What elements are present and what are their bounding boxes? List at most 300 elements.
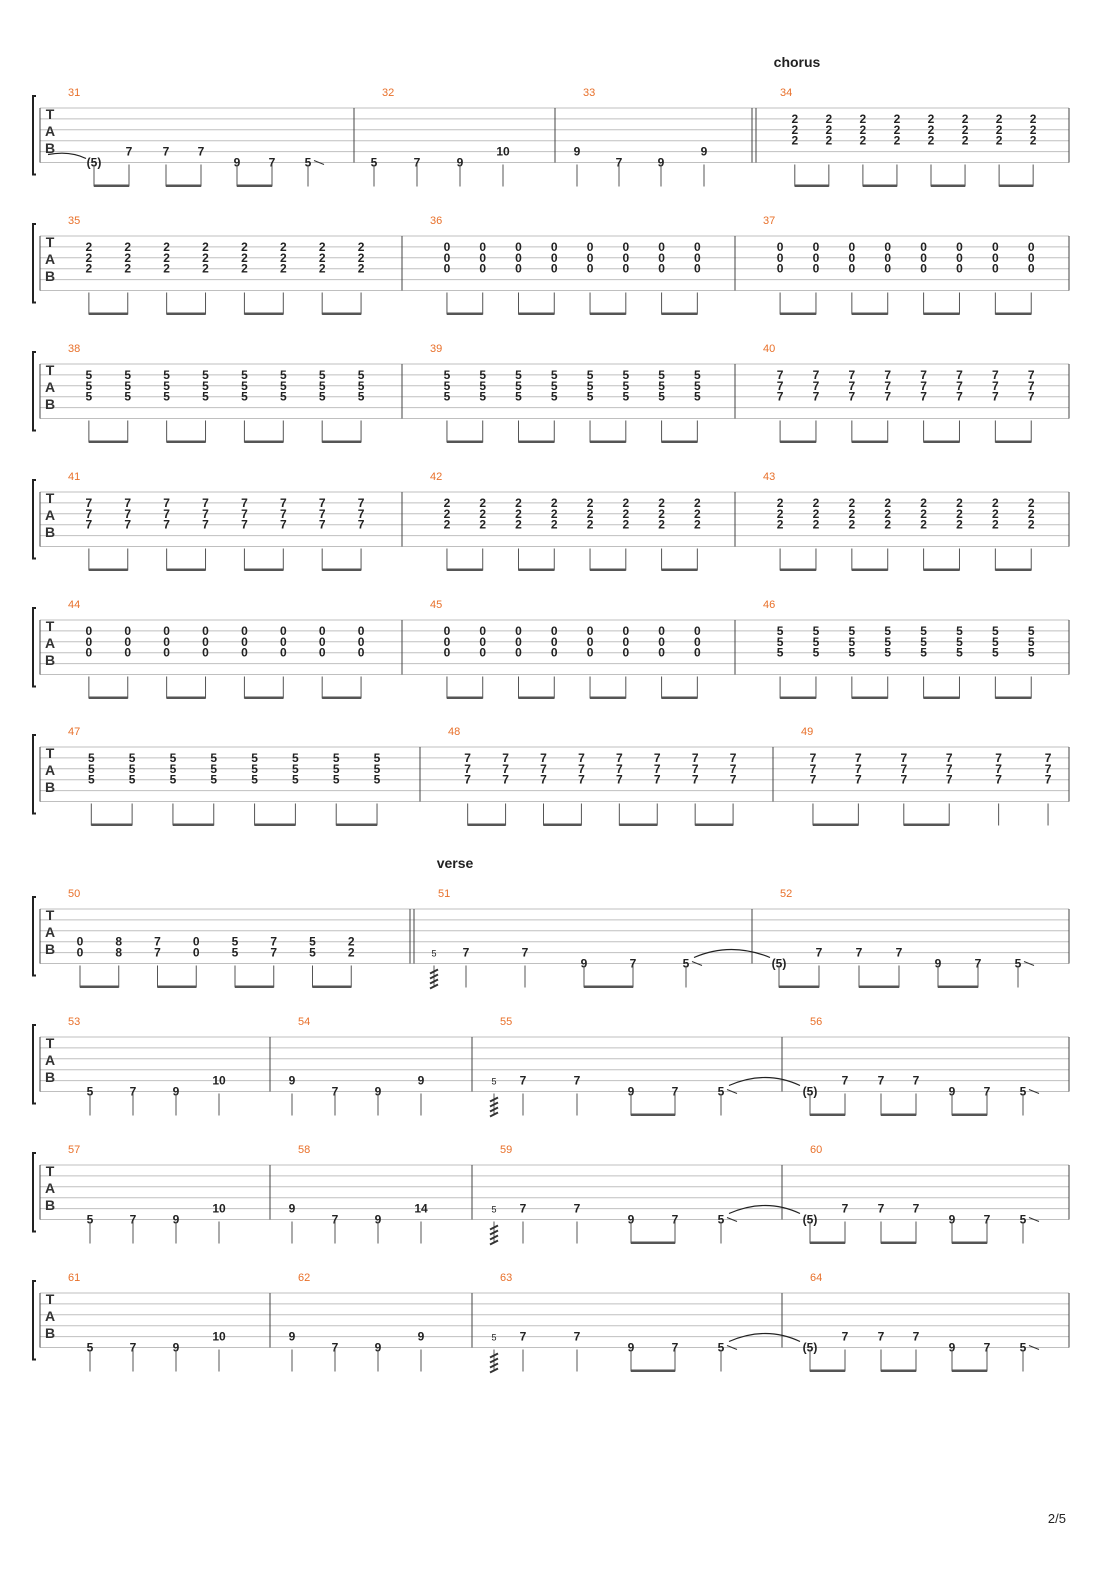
fret-number: 0 [586,239,594,254]
fret-number: 7 [995,761,1002,776]
fret-number: 5 [920,645,927,660]
fret-number: 2 [658,506,665,521]
fret-number: 9 [374,1340,382,1355]
measure-number: 54 [298,1016,311,1028]
system-bracket [33,1281,36,1360]
fret-number: 2 [357,261,365,276]
fret-number: 5 [491,1332,497,1343]
note-beam [952,1370,987,1373]
fret-number: 2 [927,122,935,137]
note-beam [924,441,960,444]
fret-number: 7 [241,517,248,532]
fret-number: 0 [241,645,248,660]
fret-number: 7 [841,1073,849,1088]
fret-number: 7 [809,761,817,776]
measure-number: 33 [583,87,596,99]
fret-number: 9 [948,1084,956,1099]
fret-number: 7 [573,1201,581,1216]
fret-number: 0 [515,250,522,265]
fret-number: 0 [694,239,701,254]
fret-number: 2 [825,111,833,126]
fret-number: 7 [895,945,903,960]
fret-number: 2 [163,239,170,254]
fret-number: 5 [812,645,820,660]
note-beam [859,986,899,989]
fret-number: 0 [1027,261,1035,276]
fret-number: 5 [1019,1340,1027,1355]
note-beam [952,1242,987,1245]
fret-number: 5 [86,1340,94,1355]
note-beam [780,569,816,572]
fret-number: 2 [825,133,833,148]
fret-number: 5 [292,750,299,765]
section-label-chorus: chorus [773,54,821,70]
measure-number: 44 [68,599,81,611]
note-beam [518,569,554,572]
note-beam [810,1242,845,1245]
measure-number: 42 [430,471,443,483]
measure-number: 38 [68,343,81,355]
fret-number: 9 [456,155,464,170]
fret-number: 0 [357,634,365,649]
tab-clef-letter: T [45,745,55,761]
fret-number: 7 [318,517,326,532]
fret-number: 2 [1027,506,1035,521]
system-bracket [33,96,36,175]
fret-number: 7 [956,367,963,382]
measure-number: 62 [298,1272,311,1284]
fret-number: 7 [855,761,862,776]
fret-number: 7 [331,1340,339,1355]
fret-number: 2 [318,239,326,254]
fret-number: 7 [162,144,170,159]
fret-number: 5 [1014,956,1022,971]
fret-number: 7 [1027,378,1035,393]
fret-number: 10 [212,1073,226,1088]
fret-number: 0 [192,945,200,960]
fret-number: 0 [658,261,665,276]
fret-number: 5 [304,155,312,170]
fret-number: 7 [124,517,132,532]
fret-number: 7 [729,750,737,765]
note-beam [167,569,206,572]
tab-clef-letter: T [45,907,55,923]
measure-number: 45 [430,599,443,611]
fret-number: 7 [413,155,421,170]
fret-number: 7 [129,1340,137,1355]
fret-number: 5 [622,389,630,404]
fret-number: 0 [515,239,522,254]
fret-number: 5 [332,772,340,787]
fret-number: 7 [615,772,623,787]
fret-number: 7 [521,945,529,960]
fret-number: 7 [877,1329,885,1344]
fret-number: 2 [479,495,487,510]
fret-number: 5 [251,761,258,776]
fret-number: 7 [920,389,927,404]
fret-number: 7 [519,1329,527,1344]
fret-number: 0 [658,634,665,649]
fret-number: 0 [992,250,999,265]
note-beam [813,824,858,827]
fret-number: 5 [1027,634,1035,649]
note-beam [167,697,206,700]
fret-number: 0 [443,634,451,649]
measure-number: 47 [68,726,81,738]
fret-number: 5 [848,634,856,649]
fret-number: 7 [812,378,820,393]
fret-number: 0 [318,623,326,638]
fret-number: 7 [671,1084,679,1099]
fret-number: 2 [956,495,963,510]
tab-clef-letter: T [45,362,55,378]
fret-number: 5 [1027,623,1035,638]
fret-number: 9 [657,155,665,170]
fret-number: 5 [717,1084,725,1099]
measure-number: 64 [810,1272,823,1284]
system-bracket [33,1153,36,1232]
tab-clef-letter: T [45,106,55,122]
fret-number: 7 [653,761,661,776]
fret-number: 7 [357,517,365,532]
tie-arc [729,1078,800,1086]
fret-number: 7 [270,945,278,960]
fret-number: 0 [622,239,630,254]
fret-number: 5 [812,623,820,638]
fret-number: 7 [318,506,326,521]
fret-number: 9 [948,1340,956,1355]
fret-number: 0 [279,623,287,638]
fret-number: 7 [884,389,892,404]
fret-number: 5 [992,645,999,660]
fret-number: 5 [370,155,378,170]
fret-number: 7 [163,495,170,510]
fret-number: 7 [983,1084,991,1099]
fret-number: 7 [202,495,209,510]
fret-number: 9 [288,1201,296,1216]
fret-number: 5 [658,378,665,393]
fret-number: 0 [884,250,892,265]
fret-number: 5 [515,389,522,404]
fret-number: 0 [76,934,84,949]
note-beam [779,986,819,989]
note-beam [167,313,206,316]
fret-number: 5 [373,761,381,776]
note-beam [931,185,965,188]
fret-number: 7 [900,750,908,765]
fret-number: 7 [85,517,93,532]
fret-number: 5 [884,645,892,660]
fret-number: 7 [1044,750,1052,765]
note-beam [590,441,626,444]
fret-number: 7 [912,1329,920,1344]
tab-clef-letter: T [45,618,55,634]
fret-number: 2 [550,506,558,521]
fret-number: 2 [357,250,365,265]
fret-number: 2 [694,517,701,532]
fret-number: 2 [920,495,927,510]
fret-number: 7 [270,934,278,949]
fret-number: 7 [809,750,817,765]
note-beam [590,697,626,700]
fret-number: 2 [85,261,93,276]
fret-number: 0 [848,239,856,254]
fret-number: 0 [550,250,558,265]
fret-number: 5 [586,367,594,382]
fret-number: 2 [791,133,799,148]
fret-number: 5 [251,772,258,787]
fret-number: 7 [884,378,892,393]
note-beam [89,313,128,316]
fret-number: 7 [812,389,820,404]
fret-number: 9 [417,1073,425,1088]
fret-number: 0 [956,261,963,276]
fret-number: 2 [848,506,856,521]
fret-number: 2 [1029,111,1037,126]
fret-number: 0 [124,634,132,649]
fret-number: 5 [956,645,963,660]
fret-number: 5 [309,945,316,960]
note-beam [518,697,554,700]
fret-number: 2 [124,239,132,254]
system-bracket [33,1025,36,1104]
fret-number: 7 [848,367,856,382]
fret-number: 5 [443,378,451,393]
note-beam [447,569,483,572]
fret-number: 7 [540,761,547,776]
fret-number: 5 [210,761,218,776]
fret-number: 0 [163,645,170,660]
fret-number: 7 [1027,389,1035,404]
fret-number: 0 [443,250,451,265]
fret-number: 5 [210,750,218,765]
fret-number: 7 [992,389,999,404]
fret-number: 5 [86,1084,94,1099]
fret-number: 7 [202,517,209,532]
fret-number: 0 [202,645,209,660]
fret-number: 2 [443,506,451,521]
fret-number: 2 [812,517,820,532]
tab-clef-letter: B [44,1325,56,1341]
fret-number: 0 [658,623,665,638]
fret-number: 7 [502,772,509,787]
fret-number: 10 [496,144,510,159]
system-bracket [33,897,36,976]
fret-number: 7 [615,761,623,776]
fret-number: 10 [212,1329,226,1344]
fret-number: 5 [231,934,239,949]
fret-number: 2 [1027,517,1035,532]
fret-number: 5 [241,389,248,404]
fret-number: 2 [515,517,522,532]
fret-number: 5 [848,645,856,660]
fret-number: 7 [912,1073,920,1088]
fret-number: 7 [848,389,856,404]
fret-number: 5 [491,1076,497,1087]
fret-number: 5 [124,389,132,404]
fret-number: 0 [443,261,451,276]
note-beam [590,313,626,316]
fret-number: 2 [1029,122,1037,137]
fret-number: 2 [202,261,209,276]
tab-clef-letter: T [45,234,55,250]
tab-clef-letter: A [44,1052,56,1068]
note-beam [322,697,361,700]
fret-number: 7 [877,1201,885,1216]
fret-number: 7 [691,750,699,765]
fret-number: 2 [85,239,93,254]
fret-number: 0 [124,623,132,638]
fret-number: 7 [202,506,209,521]
fret-number: 7 [691,772,699,787]
measure-number: 40 [763,343,776,355]
fret-number: 7 [163,506,170,521]
fret-number: 7 [462,945,470,960]
measure-number: 59 [500,1144,513,1156]
fret-number: 7 [956,389,963,404]
fret-number: 2 [992,517,999,532]
fret-number: 7 [992,367,999,382]
fret-number: 5 [491,1204,497,1215]
note-beam [518,441,554,444]
fret-number: 7 [578,772,585,787]
fret-number: 7 [85,495,93,510]
fret-number: 0 [586,645,594,660]
fret-number: 7 [900,772,908,787]
note-beam [904,824,949,827]
fret-number: 5 [163,367,170,382]
note-beam [662,569,698,572]
fret-number: 5 [279,367,287,382]
fret-number: 7 [671,1212,679,1227]
fret-number: 2 [812,495,820,510]
fret-number: 5 [292,772,299,787]
fret-number: 5 [443,389,451,404]
system-bracket [33,608,36,687]
fret-number: 2 [279,261,287,276]
fret-number: 2 [658,495,665,510]
fret-number: 0 [586,623,594,638]
section-label-verse: verse [436,855,474,871]
note-beam [695,824,733,827]
fret-number: 9 [172,1212,180,1227]
measure-number: 60 [810,1144,823,1156]
note-beam [584,986,633,989]
fret-number: 2 [992,495,999,510]
fret-number: 0 [241,634,248,649]
tab-clef-letter: B [44,1197,56,1213]
fret-number: 9 [948,1212,956,1227]
fret-number: 2 [515,506,522,521]
fret-number: 0 [776,250,784,265]
fret-number: 5 [920,623,927,638]
fret-number: 7 [776,367,784,382]
fret-number: 2 [347,934,355,949]
fret-number: 2 [995,122,1003,137]
fret-number: 5 [884,623,892,638]
fret-number: 2 [443,495,451,510]
fret-number: 5 [332,750,340,765]
tab-clef-letter: A [44,762,56,778]
fret-number: 5 [586,389,594,404]
fret-number: 5 [231,945,239,960]
note-beam [244,569,283,572]
fret-number: 0 [479,623,487,638]
note-beam [173,824,214,827]
fret-number: 2 [961,133,969,148]
note-beam [995,569,1031,572]
note-beam [810,1114,845,1117]
fret-number: 7 [812,367,820,382]
fret-number: 5 [85,367,93,382]
fret-number: 5 [431,948,437,959]
fret-number: 2 [622,517,630,532]
measure-number: 41 [68,471,81,483]
fret-number: 5 [694,378,701,393]
fret-number: 5 [1027,645,1035,660]
fret-number: 0 [479,261,487,276]
fret-number: 2 [658,517,665,532]
fret-number: 7 [464,750,471,765]
fret-number: 7 [540,772,547,787]
fret-number: 0 [694,261,701,276]
fret-number: 0 [658,239,665,254]
tab-clef-letter: B [44,652,56,668]
measure-number: 61 [68,1272,81,1284]
fret-number: 0 [550,239,558,254]
fret-number: 2 [920,506,927,521]
note-beam [237,185,272,188]
fret-number: 0 [443,645,451,660]
note-beam [852,697,888,700]
tie-arc [729,1206,800,1214]
note-beam [662,441,698,444]
fret-number: 5 [202,378,209,393]
fret-number: 2 [956,506,963,521]
fret-number: (5) [802,1212,818,1227]
fret-number: 0 [318,634,326,649]
note-beam [543,824,581,827]
fret-number: 2 [347,945,355,960]
note-beam [158,986,197,989]
fret-number: 7 [992,378,999,393]
fret-number: 5 [956,634,963,649]
tab-clef-letter: B [44,1069,56,1085]
fret-number: 0 [550,645,558,660]
fret-number: 2 [279,250,287,265]
fret-number: 0 [586,634,594,649]
fret-number: 7 [331,1212,339,1227]
fret-number: 2 [995,111,1003,126]
fret-number: 0 [550,261,558,276]
fret-number: 2 [812,506,820,521]
fret-number: 5 [128,761,136,776]
fret-number: 0 [515,645,522,660]
note-beam [447,441,483,444]
fret-number: 7 [995,750,1002,765]
note-beam [518,313,554,316]
measure-number: 53 [68,1016,81,1028]
fret-number: 5 [479,389,487,404]
fret-number: 2 [1027,495,1035,510]
note-beam [91,824,132,827]
fret-number: 7 [671,1340,679,1355]
fret-number: 5 [279,378,287,393]
fret-number: 9 [580,956,588,971]
fret-number: 7 [357,506,365,521]
fret-number: 7 [573,1073,581,1088]
fret-number: 2 [776,517,784,532]
